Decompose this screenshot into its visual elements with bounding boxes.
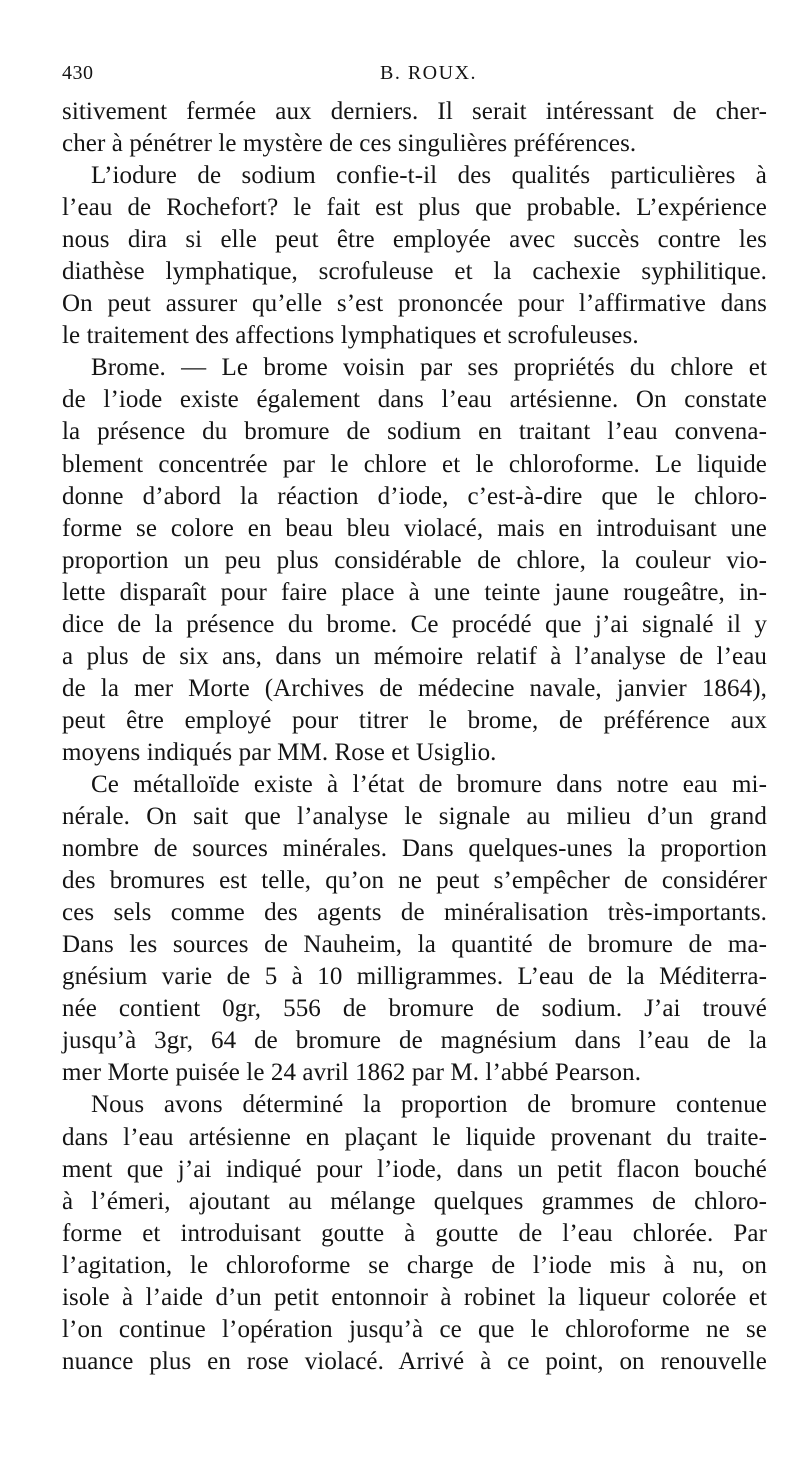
text-line: gnésium varie de 5 à 10 milligrammes. L’eau de la Méditerra- bbox=[62, 963, 767, 991]
text-line: forme et introduisant goutte à goutte de l’eau chlorée. Par bbox=[62, 1219, 767, 1247]
running-head: B. ROUX. bbox=[380, 62, 478, 84]
page-number: 430 bbox=[62, 62, 94, 84]
text-line: L’iodure de sodium confie-t-il des qualités particulières à bbox=[91, 162, 767, 190]
text-line: nérale. On sait que l’analyse le signale au milieu d’un grand bbox=[62, 803, 767, 831]
text-line: nuance plus en rose violacé. Arrivé à ce point, on renouvelle bbox=[62, 1347, 767, 1375]
text-line: lette disparaît pour faire place à une teinte jaune rougeâtre, in- bbox=[62, 578, 767, 606]
body-text bbox=[62, 96, 767, 1378]
text-line: dice de la présence du brome. Ce procédé que j’ai signalé il y bbox=[62, 610, 767, 638]
text-line: le traitement des affections lymphatiques et scrofuleuses. bbox=[62, 322, 639, 350]
page-header bbox=[62, 58, 756, 90]
text-line: l’agitation, le chloroforme se charge de l’iode mis à nu, on bbox=[62, 1251, 767, 1279]
text-line: nous dira si elle peut être employée avec succès contre les bbox=[62, 226, 767, 254]
text-line: a plus de six ans, dans un mémoire relatif à l’analyse de l’eau bbox=[62, 642, 767, 670]
text-line: On peut assurer qu’elle s’est prononcée pour l’affirmative dans bbox=[62, 290, 767, 318]
text-line: Nous avons déterminé la proportion de bromure contenue bbox=[91, 1091, 767, 1119]
text-line: dans l’eau artésienne en plaçant le liquide provenant du traite- bbox=[62, 1123, 767, 1151]
text-line: donne d’abord la réaction d’iode, c’est-à-dire que le chloro- bbox=[62, 482, 767, 510]
text-line: Brome. — Le brome voisin par ses propriétés du chlore et bbox=[91, 354, 767, 382]
text-line: Dans les sources de Nauheim, la quantité de bromure de ma- bbox=[62, 931, 767, 959]
text-line: l’on continue l’opération jusqu’à ce que le chloroforme ne se bbox=[62, 1315, 767, 1343]
text-line: forme se colore en beau bleu violacé, mais en introduisant une bbox=[62, 514, 767, 542]
text-line: des bromures est telle, qu’on ne peut s’empêcher de considérer bbox=[62, 867, 767, 895]
text-line: nombre de sources minérales. Dans quelques-unes la proportion bbox=[62, 835, 767, 863]
text-line: de l’iode existe également dans l’eau artésienne. On constate bbox=[62, 386, 767, 414]
text-line: blement concentrée par le chlore et le chloroforme. Le liquide bbox=[62, 450, 767, 478]
text-line: à l’émeri, ajoutant au mélange quelques grammes de chloro- bbox=[62, 1187, 767, 1215]
text-line: jusqu’à 3gr, 64 de bromure de magnésium dans l’eau de la bbox=[62, 1027, 767, 1055]
text-line: peut être employé pour titrer le brome, de préférence aux bbox=[62, 706, 767, 734]
text-line: diathèse lymphatique, scrofuleuse et la cachexie syphilitique. bbox=[62, 258, 767, 286]
text-line: mer Morte puisée le 24 avril 1862 par M. l’abbé Pearson. bbox=[62, 1059, 642, 1087]
text-line: l’eau de Rochefort? le fait est plus que probable. L’expérience bbox=[62, 194, 767, 222]
text-line: la présence du bromure de sodium en traitant l’eau convena- bbox=[62, 418, 767, 446]
text-line: isole à l’aide d’un petit entonnoir à robinet la liqueur colorée et bbox=[62, 1283, 767, 1311]
text-line: de la mer Morte (Archives de médecine navale, janvier 1864), bbox=[62, 674, 767, 702]
text-line: cher à pénétrer le mystère de ces singulières préférences. bbox=[62, 130, 637, 158]
text-line: née contient 0gr, 556 de bromure de sodium. J’ai trouvé bbox=[62, 995, 767, 1023]
text-line: moyens indiqués par MM. Rose et Usiglio. bbox=[62, 738, 497, 766]
text-line: proportion un peu plus considérable de chlore, la couleur vio- bbox=[62, 546, 767, 574]
text-line: Ce métalloïde existe à l’état de bromure dans notre eau mi- bbox=[91, 770, 767, 798]
text-line: sitivement fermée aux derniers. Il serait intéressant de cher- bbox=[62, 98, 767, 125]
text-line: ment que j’ai indiqué pour l’iode, dans un petit flacon bouché bbox=[62, 1155, 767, 1183]
text-line: ces sels comme des agents de minéralisation très-importants. bbox=[62, 899, 767, 927]
